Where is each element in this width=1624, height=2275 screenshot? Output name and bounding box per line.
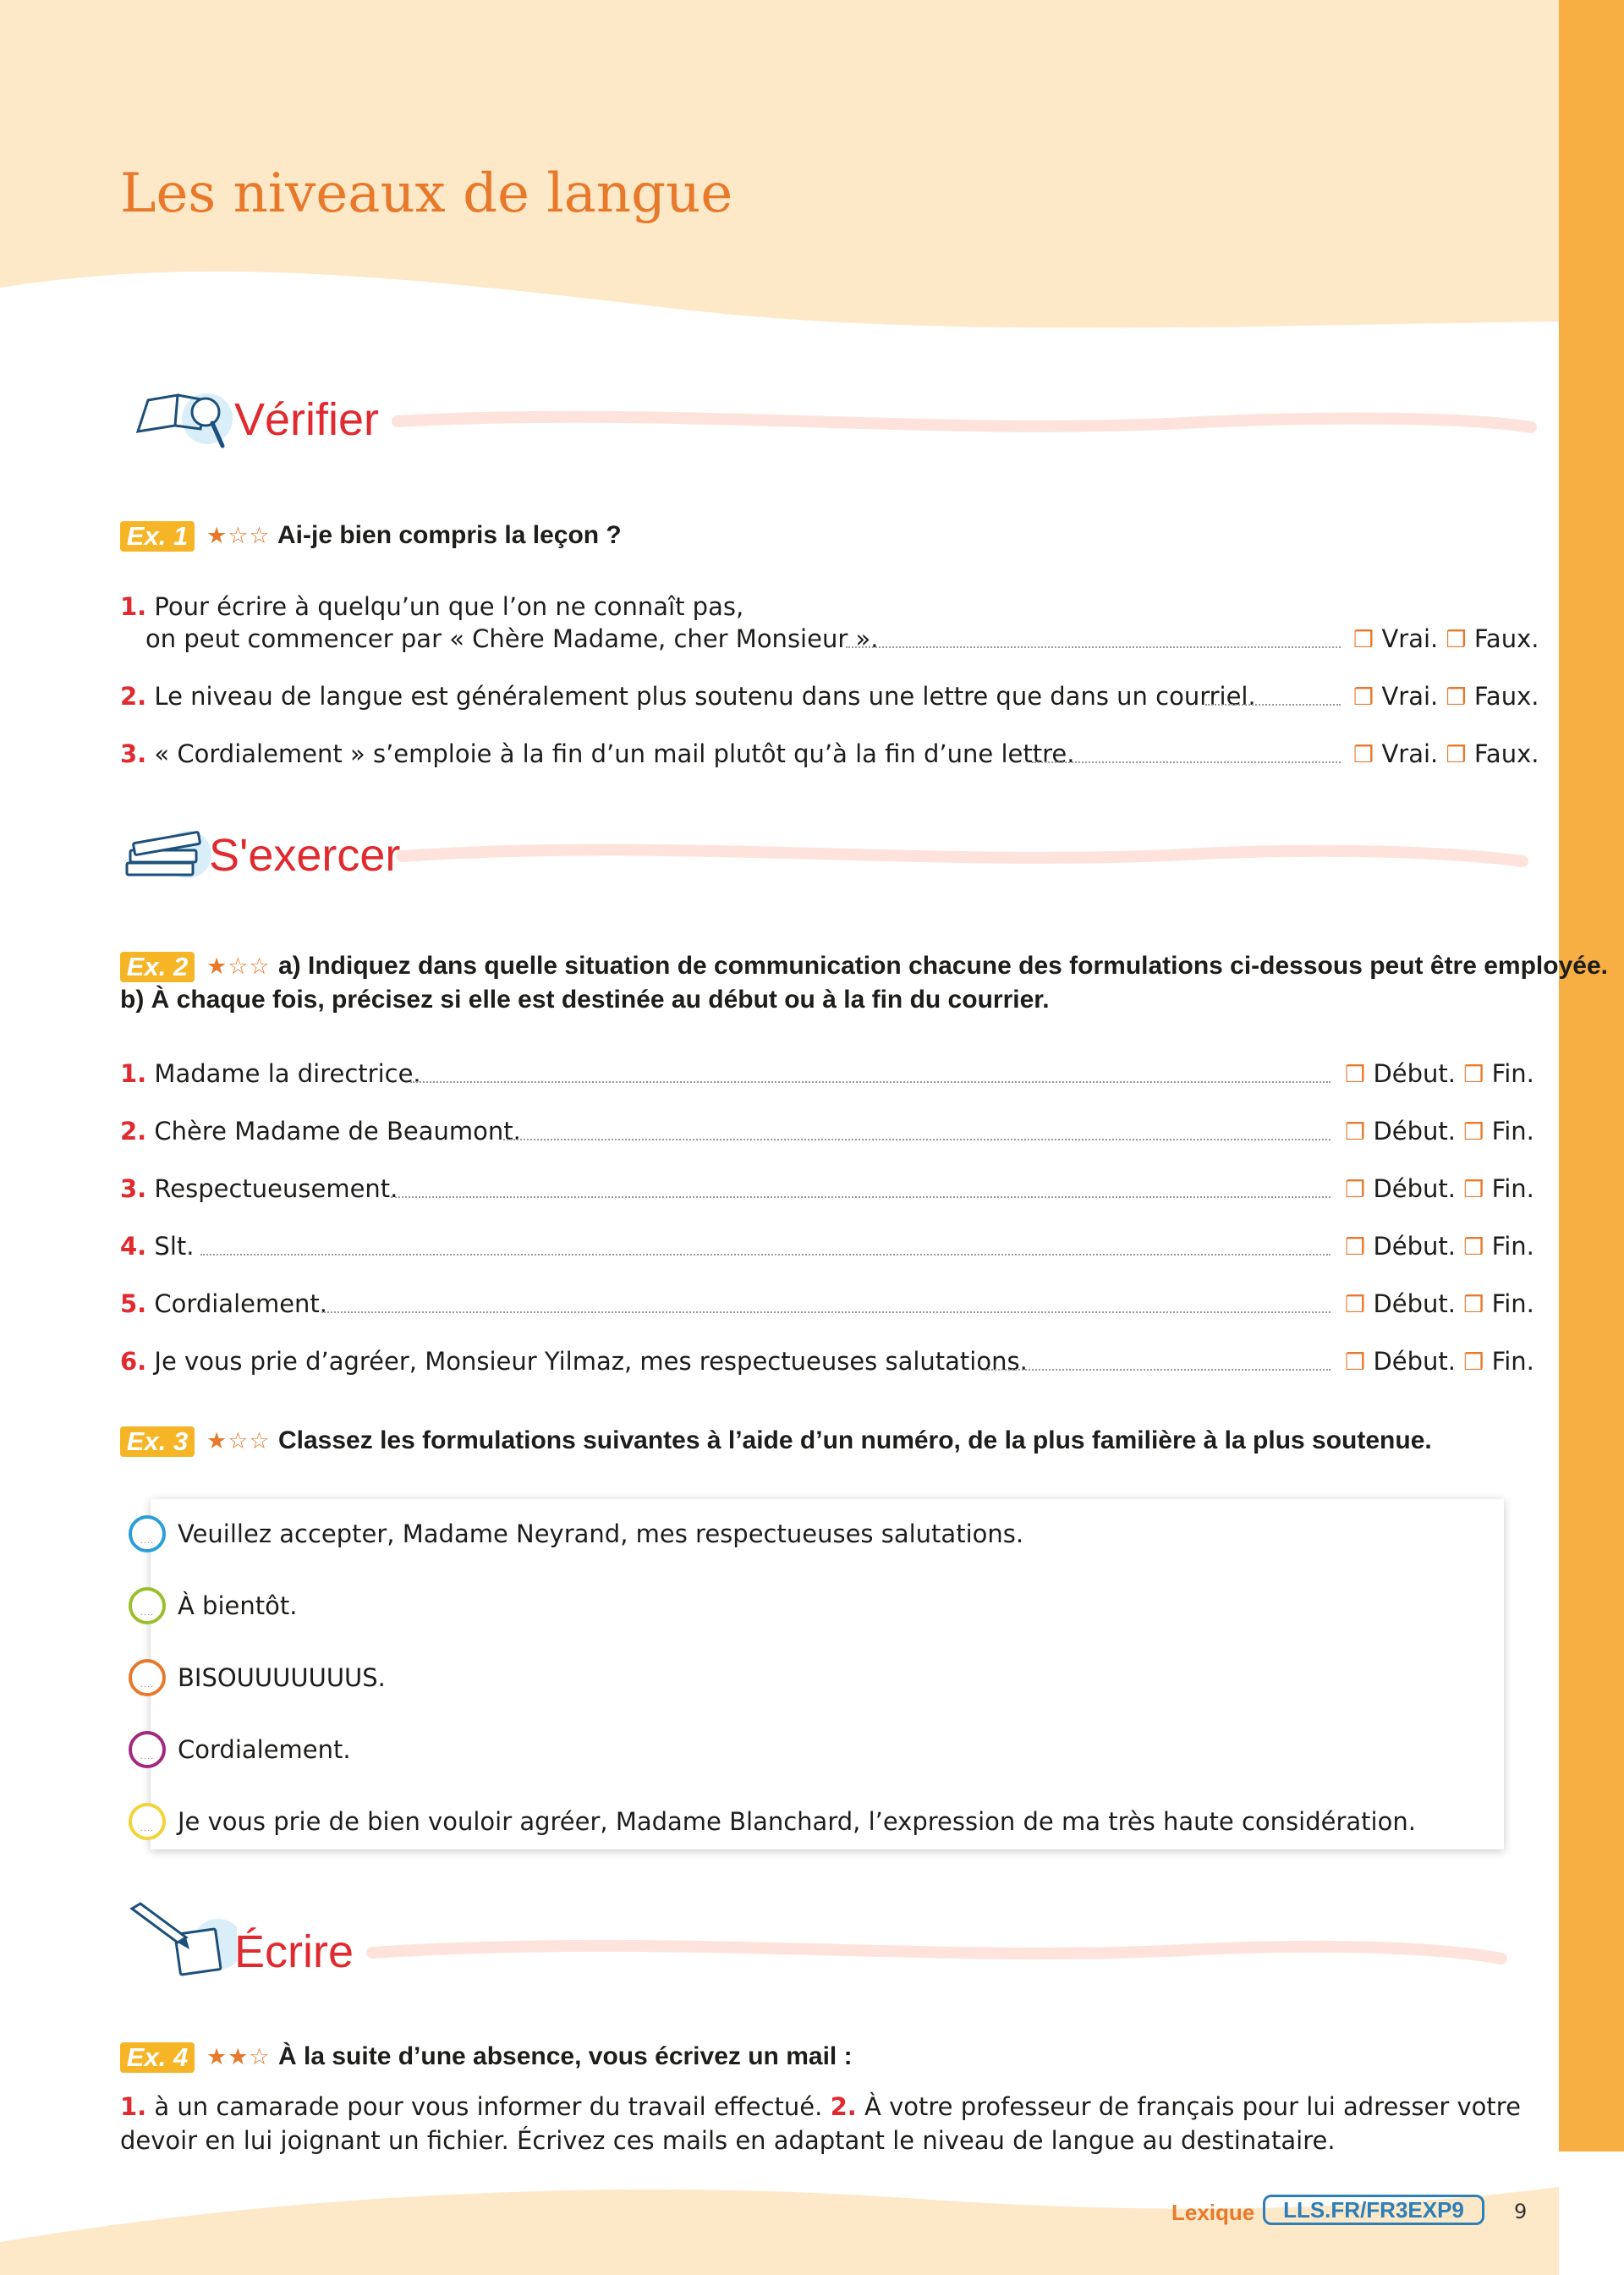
ex2-item-4	[120, 1232, 194, 1261]
ex2-item-6	[120, 1347, 1028, 1376]
option-true: Vrai.	[1381, 739, 1439, 768]
option-false: Faux.	[1473, 682, 1539, 711]
option-true: Vrai.	[1381, 682, 1439, 711]
checkbox-icon[interactable]: ❒	[1353, 742, 1374, 768]
checkbox-icon[interactable]: ❒	[1446, 742, 1467, 768]
dotted-leader	[503, 1139, 1330, 1140]
item-number: 6.	[120, 1347, 147, 1376]
checkbox-icon[interactable]: ❒	[1463, 1119, 1484, 1146]
checkbox-icon[interactable]: ❒	[1345, 1234, 1366, 1261]
exercise-badge: Ex. 4	[120, 2042, 195, 2073]
exercise-badge: Ex. 3	[120, 1426, 195, 1457]
option-true: Vrai.	[1381, 624, 1439, 653]
ex2-item-3	[120, 1174, 398, 1203]
ex2-item-1	[120, 1059, 421, 1088]
ex2-item-5	[120, 1289, 327, 1318]
ranking-item-text: Veuillez accepter, Madame Neyrand, mes respectueuses salutations.	[178, 1519, 1024, 1548]
true-false-choice[interactable]	[1353, 682, 1539, 711]
dotted-leader	[321, 1311, 1330, 1313]
exercise-instruction: Ai-je bien compris la leçon ?	[277, 521, 622, 549]
option-start: Début.	[1373, 1289, 1456, 1318]
item-number: 3.	[120, 739, 147, 768]
option-start: Début.	[1373, 1232, 1456, 1261]
difficulty-stars: ★☆☆	[206, 953, 271, 980]
dotted-leader	[410, 1081, 1330, 1083]
option-start: Début.	[1373, 1174, 1456, 1203]
item-number: 4.	[120, 1232, 147, 1261]
section-title-exercer: S'exercer	[209, 830, 401, 881]
exercise-instruction: À la suite d’une absence, vous écrivez un mail :	[278, 2042, 853, 2070]
checkbox-icon[interactable]: ❒	[1446, 684, 1467, 711]
dotted-leader	[846, 646, 1341, 648]
item-text: Madame la directrice.	[154, 1059, 421, 1088]
ranking-item-text: À bientôt.	[178, 1591, 298, 1620]
item-text: Je vous prie d’agréer, Monsieur Yilmaz, mes respectueuses salutations.	[154, 1347, 1028, 1376]
checkbox-icon[interactable]: ❒	[1463, 1177, 1484, 1203]
start-end-choice[interactable]	[1345, 1117, 1534, 1146]
item-text: Pour écrire à quelqu’un que l’on ne connaît pas,	[154, 592, 744, 621]
checkbox-icon[interactable]: ❒	[1463, 1292, 1484, 1318]
pencil-notepad-icon	[127, 1902, 237, 1982]
footer-lexique-link[interactable]: Lexique	[1171, 2200, 1255, 2225]
item-text: Cordialement.	[154, 1289, 328, 1318]
item-text: Respectueusement.	[154, 1174, 398, 1203]
ranking-item-text: Cordialement.	[178, 1735, 351, 1764]
item-number: 5.	[120, 1289, 147, 1318]
exercise-badge: Ex. 1	[120, 521, 195, 552]
item-number: 1.	[120, 592, 147, 621]
start-end-choice[interactable]	[1345, 1232, 1534, 1261]
difficulty-stars: ★★☆	[206, 2044, 271, 2070]
ranking-item-text: BISOUUUUUUUS.	[178, 1663, 386, 1692]
rank-circle-input[interactable]: ....	[129, 1659, 166, 1696]
option-start: Début.	[1373, 1117, 1456, 1146]
option-end: Fin.	[1491, 1289, 1534, 1318]
item-text: À votre professeur de français pour lui adresser votre devoir en lui joignant un fichier. Écrivez ces mails en adaptant le niveau de langue au destinataire.	[120, 2092, 1521, 2155]
option-false: Faux.	[1473, 739, 1539, 768]
ranking-item-text: Je vous prie de bien vouloir agréer, Madame Blanchard, l’expression de ma très haute considération.	[178, 1807, 1416, 1836]
checkbox-icon[interactable]: ❒	[1463, 1234, 1484, 1261]
magnifier-book-icon	[131, 385, 233, 465]
dotted-leader	[985, 1369, 1330, 1371]
ex1-item-3	[120, 739, 1074, 768]
exercise-instruction: Classez les formulations suivantes à l’aide d’un numéro, de la plus familière à la plus soutenue.	[278, 1426, 1432, 1454]
checkbox-icon[interactable]: ❒	[1345, 1177, 1366, 1203]
rank-circle-input[interactable]: ....	[129, 1731, 166, 1768]
item-text: Chère Madame de Beaumont.	[154, 1117, 521, 1146]
ex1-item-1-line2: on peut commencer par « Chère Madame, cher Monsieur ».	[145, 624, 879, 653]
item-number: 1.	[120, 2092, 147, 2121]
checkbox-icon[interactable]: ❒	[1463, 1062, 1484, 1088]
item-number: 3.	[120, 1174, 147, 1203]
difficulty-stars: ★☆☆	[206, 523, 271, 549]
start-end-choice[interactable]	[1345, 1289, 1534, 1318]
option-end: Fin.	[1491, 1059, 1534, 1088]
start-end-choice[interactable]	[1345, 1174, 1534, 1203]
books-stack-icon	[120, 825, 213, 884]
dotted-leader	[1205, 704, 1341, 706]
rank-circle-input[interactable]: ....	[129, 1587, 166, 1624]
option-false: Faux.	[1473, 624, 1539, 653]
dotted-leader	[391, 1196, 1330, 1198]
item-text: à un camarade pour vous informer du travail effectué.	[154, 2092, 823, 2121]
item-text: Slt.	[154, 1232, 195, 1261]
rank-circle-input[interactable]: ....	[129, 1803, 166, 1840]
option-end: Fin.	[1491, 1232, 1534, 1261]
option-start: Début.	[1373, 1347, 1456, 1376]
side-color-bar	[1559, 0, 1624, 2151]
item-number: 2.	[120, 1117, 147, 1146]
dotted-leader	[1032, 761, 1341, 763]
option-start: Début.	[1373, 1059, 1456, 1088]
item-text: « Cordialement » s’emploie à la fin d’un mail plutôt qu’à la fin d’une lettre.	[154, 739, 1075, 768]
exercise-instruction-b: b) À chaque fois, précisez si elle est destinée au début ou à la fin du courrier.	[120, 986, 1050, 1014]
item-number: 2.	[120, 682, 147, 711]
item-number: 1.	[120, 1059, 147, 1088]
true-false-choice[interactable]	[1353, 624, 1539, 653]
checkbox-icon[interactable]: ❒	[1463, 1349, 1484, 1376]
start-end-choice[interactable]	[1345, 1059, 1534, 1088]
checkbox-icon[interactable]: ❒	[1345, 1292, 1366, 1318]
option-end: Fin.	[1491, 1347, 1534, 1376]
footer-url-link[interactable]: LLS.FR/FR3EXP9	[1263, 2195, 1484, 2225]
item-text: Le niveau de langue est généralement plus soutenu dans une lettre que dans un courriel.	[154, 682, 1256, 711]
dotted-leader	[200, 1254, 1330, 1256]
rank-circle-input[interactable]: ....	[129, 1515, 166, 1552]
checkbox-icon[interactable]: ❒	[1345, 1119, 1366, 1146]
option-end: Fin.	[1491, 1174, 1534, 1203]
exercise-badge: Ex. 2	[120, 952, 195, 982]
page-number: 9	[1514, 2200, 1528, 2223]
exercise-4-text	[120, 2090, 1528, 2157]
difficulty-stars: ★☆☆	[206, 1428, 271, 1454]
checkbox-icon[interactable]: ❒	[1446, 627, 1467, 653]
section-title-ecrire: Écrire	[234, 1926, 354, 1977]
checkbox-icon[interactable]: ❒	[1345, 1062, 1366, 1088]
ex1-item-2	[120, 682, 1256, 711]
option-end: Fin.	[1491, 1117, 1534, 1146]
ex1-item-1	[120, 592, 743, 621]
checkbox-icon[interactable]: ❒	[1353, 627, 1374, 653]
exercise-instruction-a: a) Indiquez dans quelle situation de communication chacune des formulations ci-dessous peut être employée.	[278, 952, 1608, 980]
true-false-choice[interactable]	[1353, 739, 1539, 768]
page-title: Les niveaux de langue	[120, 162, 733, 225]
start-end-choice[interactable]	[1345, 1347, 1534, 1376]
checkbox-icon[interactable]: ❒	[1353, 684, 1374, 711]
item-number: 2.	[830, 2092, 857, 2121]
section-title-verifier: Vérifier	[234, 394, 380, 445]
checkbox-icon[interactable]: ❒	[1345, 1349, 1366, 1376]
ex2-item-2	[120, 1117, 521, 1146]
